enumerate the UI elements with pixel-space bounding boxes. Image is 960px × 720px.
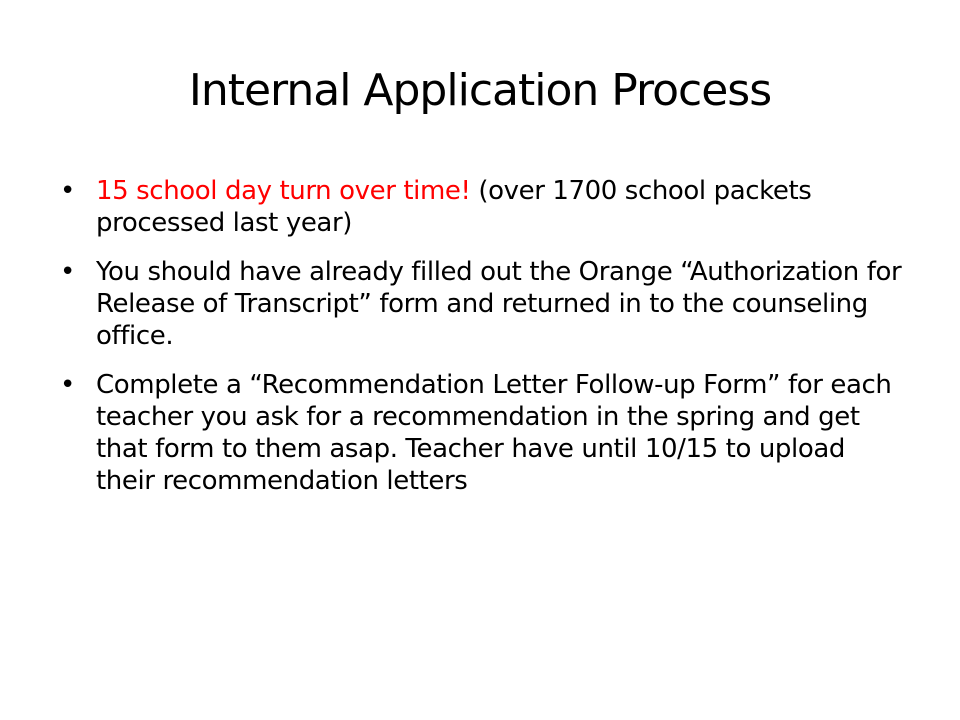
bullet-list — [60, 175, 910, 514]
turnover-highlight: 15 school day turn over time! — [96, 176, 471, 206]
authorization-text: You should have already filled out the Orange “Authorization for Release of Transcript” form and returned in to the counseling office. — [96, 257, 902, 351]
bullet-dot-icon: • — [60, 370, 75, 400]
bullet-item-turnover — [60, 175, 910, 239]
bullet-item-authorization — [60, 256, 910, 352]
recommendation-text: Complete a “Recommendation Letter Follow-up Form” for each teacher you ask for a recommendation in the spring and get that form to them asap. Teacher have until 10/15 to upload their recommendation letters — [96, 370, 892, 496]
turnover-text: (over 1700 school packets processed last year) — [96, 176, 812, 238]
slide-title: Internal Application Process — [188, 65, 772, 116]
bullet-dot-icon: • — [60, 257, 75, 287]
bullet-dot-icon: • — [60, 176, 75, 206]
bullet-item-recommendation — [60, 369, 910, 497]
